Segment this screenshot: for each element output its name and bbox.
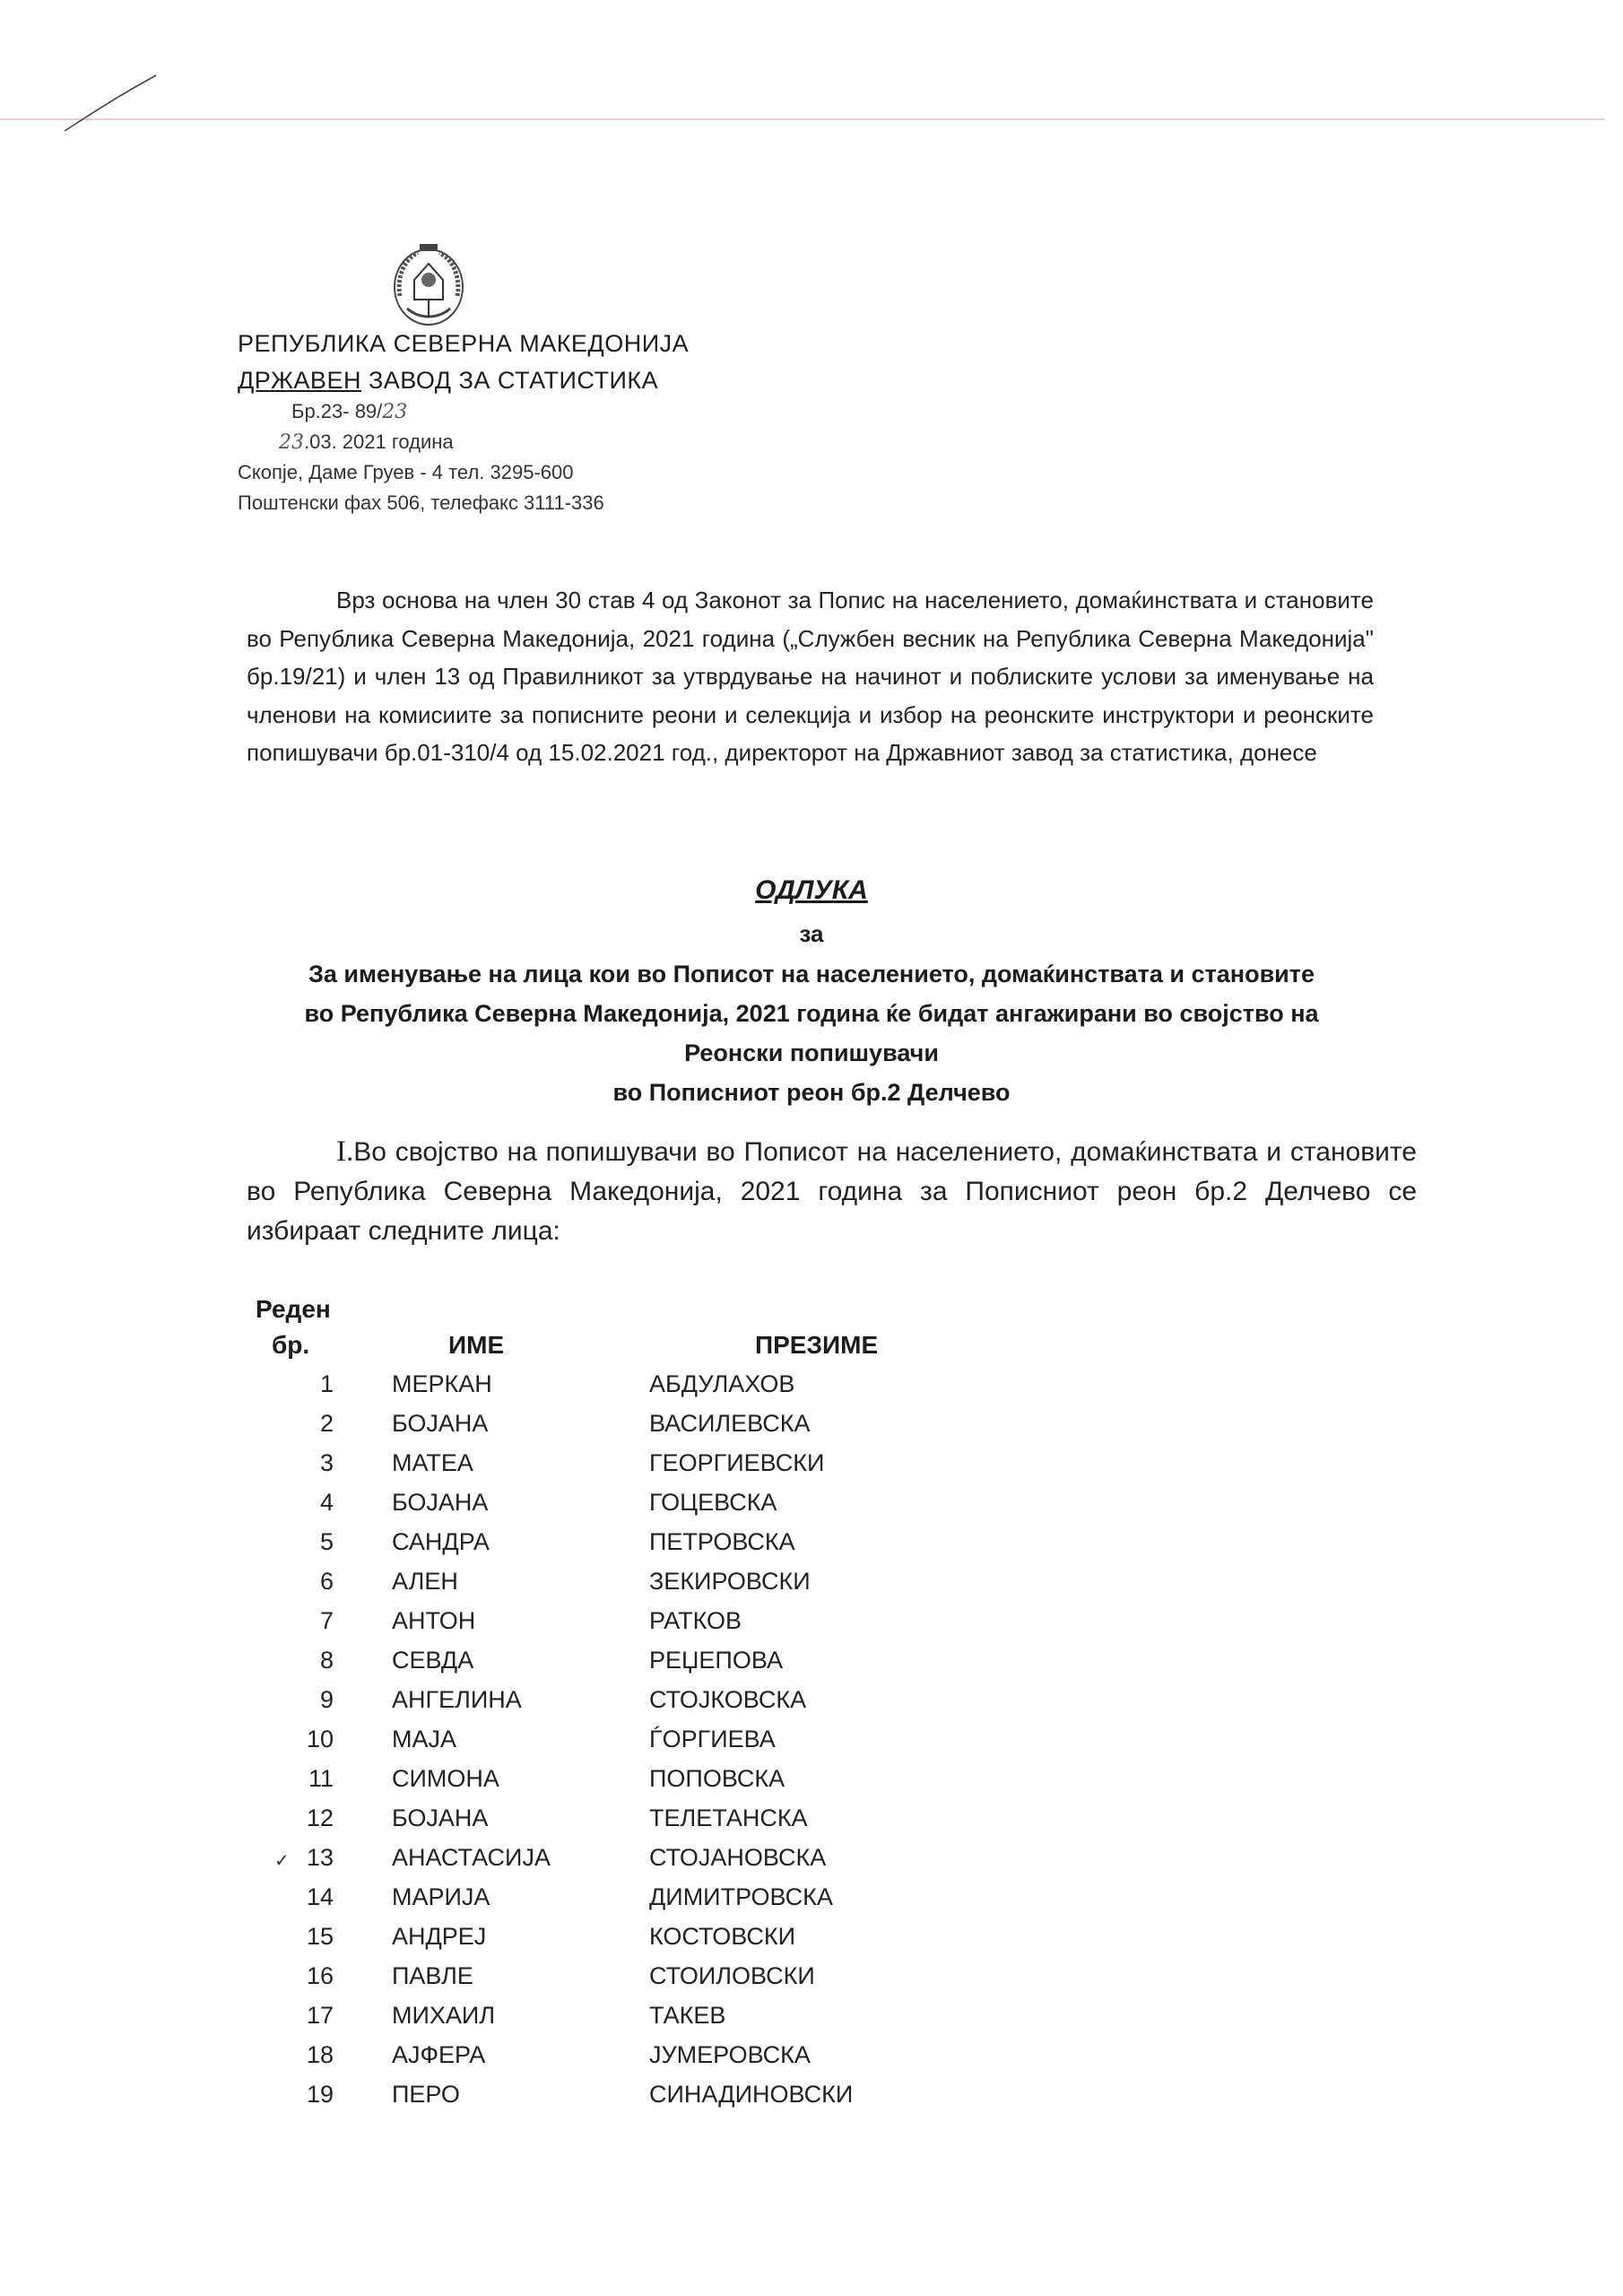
row-first-name: СИМОНА [392, 1765, 499, 1792]
reference-prefix: Бр.23- 89/ [291, 400, 383, 422]
row-first-name: АНТОН [392, 1607, 476, 1634]
row-first-name: АЈФЕРА [392, 2041, 486, 2068]
section-one-paragraph [247, 1132, 1417, 1251]
row-number: 15 [306, 1923, 334, 1950]
row-last-name: СТОИЛОВСКИ [649, 1962, 815, 1989]
table-row [0, 1844, 1623, 1883]
row-number: 13 [306, 1844, 334, 1871]
row-number: 18 [306, 2041, 334, 2068]
table-row [0, 1607, 1623, 1647]
table-row [0, 1647, 1623, 1686]
row-first-name: МЕРКАН [392, 1370, 492, 1397]
row-first-name: МАТЕА [392, 1449, 473, 1476]
table-row [0, 1489, 1623, 1528]
row-number: 5 [319, 1528, 334, 1555]
row-first-name: ПАВЛЕ [392, 1962, 473, 1989]
table-row [0, 1370, 1623, 1410]
date-rest: .03. 2021 година [304, 430, 454, 453]
legal-basis-text: Врз основа на член 30 став 4 од Законот за Попис на населението, домаќинствата и становите во Република Северна Македонија, 2021 година („Службен весник на Република Северна Македонија" бр.19/21) и член 13 од Правилникот за утврдување на начинот и поблиските услови за именување на членови на комисиите за пописните реони и селекција и избор на реонските инструктори и реонските попишувачи бр.01-310/4 од 15.02.2021 год., директорот на Државниот завод за статистика, донесе [247, 587, 1374, 766]
section-one-text: Во својство на попишувачи во Пописот на населението, домаќинствата и становите во Република Северна Македонија, 2021 година за Пописниот реон бр.2 Делчево се избираат следните лица: [247, 1137, 1417, 1246]
row-first-name: БОЈАНА [392, 1410, 489, 1437]
row-last-name: ПОПОВСКА [649, 1765, 785, 1792]
table-row [0, 1568, 1623, 1607]
row-first-name: АНГЕЛИНА [392, 1686, 522, 1713]
row-number: 3 [319, 1449, 334, 1476]
row-first-name: МИХАИЛ [392, 2002, 496, 2029]
row-last-name: СИНАДИНОВСКИ [649, 2081, 854, 2108]
row-number: 10 [306, 1726, 334, 1752]
row-number: 19 [306, 2081, 334, 2108]
row-last-name: ЃОРГИЕВА [649, 1726, 776, 1752]
section-one [247, 1132, 1417, 1251]
row-last-name: ГОЦЕВСКА [649, 1489, 777, 1516]
table-header-last-name: ПРЕЗИМЕ [755, 1331, 879, 1359]
reference-number [291, 400, 689, 423]
table-row [0, 2081, 1623, 2120]
row-number: 14 [306, 1883, 334, 1910]
letterhead [238, 330, 689, 515]
row-last-name: ВАСИЛЕВСКА [649, 1410, 811, 1437]
row-last-name: ПЕТРОВСКА [649, 1528, 795, 1555]
table-row [0, 1726, 1623, 1765]
row-number: 8 [319, 1647, 334, 1674]
row-number: 1 [319, 1370, 334, 1397]
table-header-no-line2: бр. [272, 1331, 310, 1359]
table-row [0, 1805, 1623, 1844]
table-row [0, 2041, 1623, 2081]
table-row [0, 1528, 1623, 1568]
row-last-name: ДИМИТРОВСКА [649, 1883, 833, 1910]
row-last-name: АБДУЛАХОВ [649, 1370, 795, 1397]
table-header-no-line1: Реден [256, 1295, 331, 1323]
org-name-line2 [238, 367, 689, 395]
row-number: 12 [306, 1805, 334, 1831]
row-first-name: АНАСТАСИЈА [392, 1844, 551, 1871]
row-last-name: РЕЏЕПОВА [649, 1647, 783, 1674]
table-row [0, 1686, 1623, 1726]
row-first-name: САНДРА [392, 1528, 490, 1555]
table-row [0, 1410, 1623, 1449]
row-last-name: СТОЈКОВСКА [649, 1686, 807, 1713]
table-row [0, 1765, 1623, 1805]
document-date [279, 430, 689, 454]
row-number: 17 [306, 2002, 334, 2029]
row-first-name: АНДРЕЈ [392, 1923, 487, 1950]
pen-stroke-mark [63, 72, 161, 135]
row-first-name: БОЈАНА [392, 1805, 489, 1831]
page-top-rule [0, 118, 1605, 120]
decision-heading-line4: во Пописниот реон бр.2 Делчево [612, 1079, 1011, 1106]
org-name-line1: РЕПУБЛИКА СЕВЕРНА МАКЕДОНИЈА [238, 330, 690, 357]
row-first-name: СЕВДА [392, 1647, 474, 1674]
row-last-name: ЗЕКИРОВСКИ [649, 1568, 811, 1595]
row-last-name: ЈУМЕРОВСКА [649, 2041, 811, 2068]
address-line: Скопје, Даме Груев - 4 тел. 3295-600 [238, 461, 574, 483]
section-one-numeral: I. [336, 1135, 354, 1168]
row-number: 11 [308, 1765, 334, 1792]
row-first-name: АЛЕН [392, 1568, 458, 1595]
decision-title: ОДЛУКА [755, 875, 868, 905]
row-number: 6 [319, 1568, 334, 1595]
table-row [0, 1883, 1623, 1923]
row-number: 16 [306, 1962, 334, 1989]
reference-handwritten-suffix: 23 [382, 401, 408, 423]
row-last-name: КОСТОВСКИ [649, 1923, 796, 1950]
org-name-rest: ЗАВОД ЗА СТАТИСТИКА [360, 367, 659, 394]
state-emblem-icon [387, 240, 470, 326]
table-row [0, 1923, 1623, 1962]
date-handwritten-day: 23 [279, 431, 304, 454]
org-name-underlined-word: ДРЖАВЕН [238, 367, 361, 394]
row-last-name: РАТКОВ [649, 1607, 742, 1634]
row-number: 4 [319, 1489, 334, 1516]
decision-heading-line2: во Република Северна Македонија, 2021 година ќе бидат ангажирани во својство на [304, 1000, 1319, 1027]
legal-basis-paragraph [247, 581, 1374, 772]
row-number: 9 [319, 1686, 334, 1713]
row-last-name: ТЕЛЕТАНСКА [649, 1805, 808, 1831]
row-last-name: ГЕОРГИЕВСКИ [649, 1449, 825, 1476]
row-number: 7 [319, 1607, 334, 1634]
row-first-name: БОЈАНА [392, 1489, 489, 1516]
table-row [0, 2002, 1623, 2041]
decision-subtitle: за [799, 920, 824, 947]
table-row [0, 1962, 1623, 2002]
row-last-name: ТАКЕВ [649, 2002, 726, 2029]
hand-tick-mark: ✓ [274, 1851, 290, 1871]
row-first-name: ПЕРО [392, 2081, 460, 2108]
table-row [0, 1449, 1623, 1489]
row-first-name: МАРИЈА [392, 1883, 490, 1910]
decision-heading-block [135, 954, 1488, 1112]
row-number: 2 [319, 1410, 334, 1437]
decision-heading-line3: Реонски попишувачи [684, 1039, 939, 1066]
row-first-name: МАЈА [392, 1726, 457, 1752]
row-last-name: СТОЈАНОВСКА [649, 1844, 827, 1871]
table-header-first-name: ИМЕ [448, 1331, 505, 1359]
fax-line: Поштенски фах 506, телефакс 3111-336 [238, 491, 604, 514]
decision-heading-line1: За именување на лица кои во Пописот на населението, домаќинствата и становите [308, 961, 1315, 987]
